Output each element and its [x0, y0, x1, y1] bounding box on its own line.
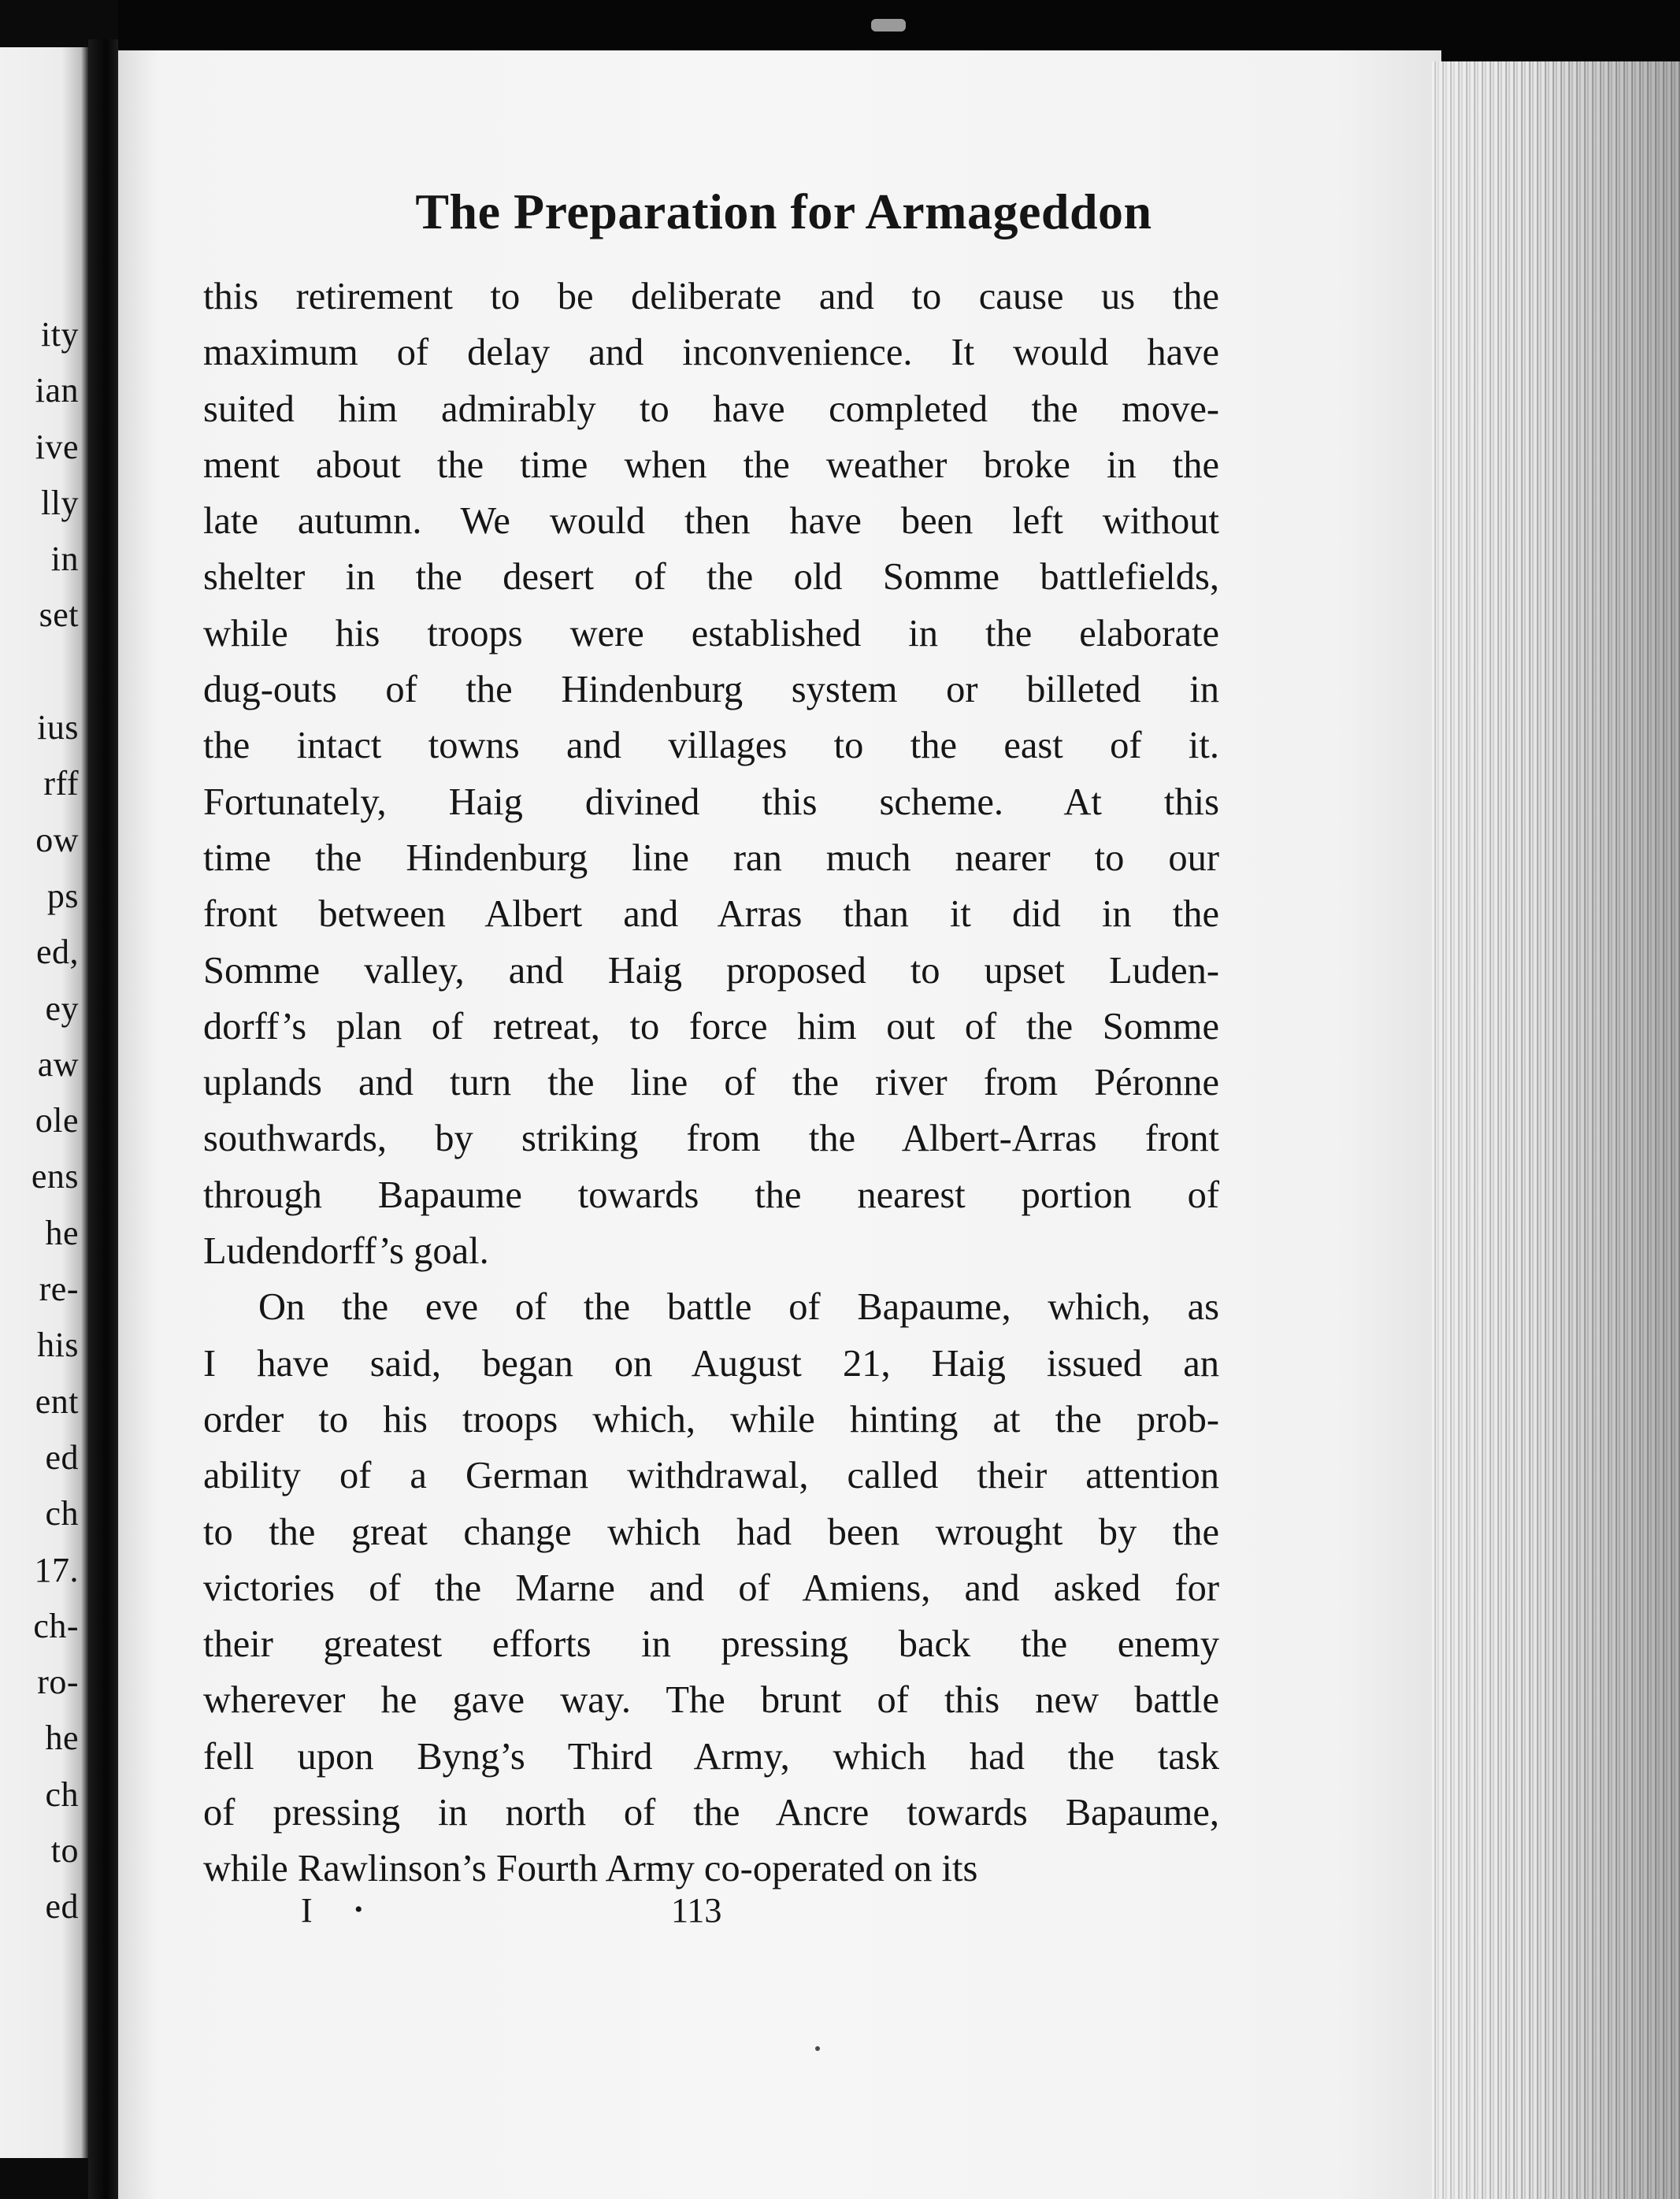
text-line: while Rawlinson’s Fourth Army co-operated on its	[203, 1848, 978, 1890]
text-line: fell upon Byng’s Third Army, which had the task	[203, 1735, 1219, 1778]
page-stack-shading	[1432, 61, 1680, 2199]
left-fragment: ive	[35, 427, 79, 466]
left-fragment: he	[45, 1719, 79, 1758]
left-fragment: ole	[35, 1101, 79, 1140]
text-line: southwards, by striking from the Albert-Arras front	[203, 1118, 1219, 1160]
text-line: wherever he gave way. The brunt of this new battle	[203, 1679, 1219, 1722]
left-fragment: ian	[35, 371, 79, 410]
left-fragment: ed	[45, 1437, 79, 1477]
text-line: dug-outs of the Hindenburg system or billeted in	[203, 669, 1219, 711]
left-fragment: to	[50, 1831, 79, 1871]
text-line: their greatest efforts in pressing back the enemy	[203, 1623, 1219, 1666]
text-line: front between Albert and Arras than it did in the	[203, 893, 1219, 936]
text-line: to the great change which had been wrought by the	[203, 1511, 1219, 1553]
text-line: time the Hindenburg line ran much nearer to our	[203, 836, 1219, 879]
left-fragment: 17.	[34, 1550, 79, 1589]
signature-mark: I	[301, 1891, 313, 1930]
left-fragment: ro-	[37, 1663, 79, 1702]
paragraph	[203, 1279, 1219, 1897]
left-fragment: ey	[45, 988, 79, 1028]
text-line: through Bapaume towards the nearest portion of	[203, 1174, 1219, 1216]
body-text	[203, 269, 1219, 1897]
left-fragment: aw	[37, 1044, 79, 1084]
left-fragment: ch	[45, 1494, 79, 1533]
page-footer	[291, 1890, 764, 1945]
text-line: On the eve of the battle of Bapaume, which, as	[258, 1286, 1219, 1329]
text-line: dorff’s plan of retreat, to force him out of the Somme	[203, 1005, 1219, 1048]
left-fragment: ens	[31, 1157, 79, 1196]
left-fragment: ch-	[33, 1606, 79, 1645]
text-line: maximum of delay and inconvenience. It would have	[203, 332, 1219, 374]
left-fragment: lly	[41, 483, 79, 522]
left-facing-page	[0, 47, 88, 2158]
paragraph	[203, 269, 1219, 1279]
left-fragment: re-	[39, 1270, 79, 1309]
left-fragment: he	[45, 1213, 79, 1252]
signature-dot: •	[354, 1897, 363, 1923]
left-fragment: ity	[41, 315, 79, 354]
left-fragment: set	[39, 595, 79, 635]
text-line: ability of a German withdrawal, called their attention	[203, 1455, 1219, 1497]
left-fragment: ch	[45, 1774, 79, 1814]
left-fragment: rff	[43, 764, 79, 803]
left-fragment: ow	[35, 820, 79, 859]
scan-speck	[815, 2046, 820, 2051]
text-line: uplands and turn the line of the river from Péronne	[203, 1062, 1219, 1104]
text-line: ment about the time when the weather broke in the	[203, 443, 1219, 486]
left-fragment: ed	[45, 1887, 79, 1926]
text-line: Fortunately, Haig divined this scheme. At this	[203, 781, 1219, 823]
text-line: shelter in the desert of the old Somme battlefields,	[203, 556, 1219, 599]
left-page-text-fragments	[0, 306, 79, 1935]
left-fragment: ent	[35, 1381, 79, 1421]
text-line: this retirement to be deliberate and to cause us the	[203, 276, 1219, 317]
left-fragment-gap	[0, 643, 79, 699]
text-line: Ludendorff’s goal.	[203, 1230, 489, 1273]
left-fragment: ed,	[35, 933, 79, 972]
text-line: of pressing in north of the Ancre towards Bapaume,	[203, 1792, 1219, 1834]
text-line: late autumn. We would then have been left without	[203, 500, 1219, 543]
text-line: the intact towns and villages to the east of it.	[203, 725, 1219, 767]
left-fragment: ius	[37, 708, 79, 747]
text-line: suited him admirably to have completed the move-	[203, 388, 1219, 430]
left-fragment: in	[50, 540, 79, 579]
text-line: Somme valley, and Haig proposed to upset Luden-	[203, 949, 1219, 992]
left-fragment: his	[37, 1326, 79, 1365]
page-number: 113	[671, 1891, 722, 1930]
text-line: victories of the Marne and of Amiens, and asked for	[203, 1567, 1219, 1609]
text-line: I have said, began on August 21, Haig issued an	[203, 1342, 1219, 1385]
scan-artifact	[871, 19, 906, 32]
book-gutter	[88, 39, 118, 2199]
text-line: order to his troops which, while hinting at the prob-	[203, 1398, 1219, 1441]
left-fragment: ps	[46, 876, 79, 915]
text-line: while his troops were established in the elaborate	[203, 612, 1219, 655]
running-head: The Preparation for Armageddon	[415, 184, 1152, 239]
